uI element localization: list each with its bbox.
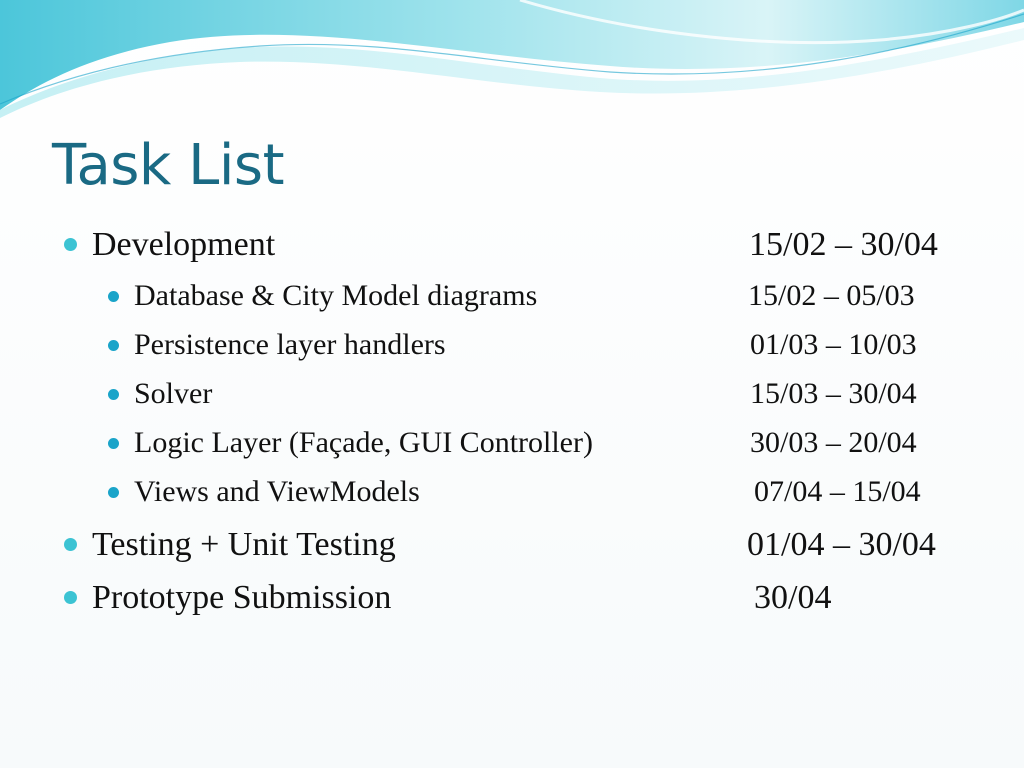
slide-title: Task List: [52, 133, 285, 198]
task-label: Development: [92, 226, 276, 263]
bullet-icon: [64, 538, 77, 551]
task-label: Views and ViewModels: [134, 475, 420, 508]
task-dates: 07/04 – 15/04: [754, 475, 921, 508]
bullet-icon: [108, 389, 119, 400]
task-label: Logic Layer (Façade, GUI Controller): [134, 426, 593, 459]
task-label: Persistence layer handlers: [134, 328, 446, 361]
task-label: Prototype Submission: [92, 579, 392, 616]
task-dates: 01/03 – 10/03: [750, 328, 917, 361]
task-label: Testing + Unit Testing: [92, 526, 396, 563]
task-dates: 30/03 – 20/04: [750, 426, 917, 459]
bullet-icon: [108, 291, 119, 302]
bullet-icon: [108, 340, 119, 351]
bullet-icon: [108, 438, 119, 449]
task-label: Solver: [134, 377, 213, 410]
task-label: Database & City Model diagrams: [134, 279, 538, 312]
bullet-icon: [64, 591, 77, 604]
task-dates: 15/02 – 30/04: [749, 226, 938, 263]
task-dates: 30/04: [754, 579, 832, 616]
header-wave-decoration: [0, 0, 1024, 130]
task-dates: 15/03 – 30/04: [750, 377, 917, 410]
bullet-icon: [108, 487, 119, 498]
task-dates: 15/02 – 05/03: [748, 279, 915, 312]
task-dates: 01/04 – 30/04: [747, 526, 936, 563]
bullet-icon: [64, 238, 77, 251]
